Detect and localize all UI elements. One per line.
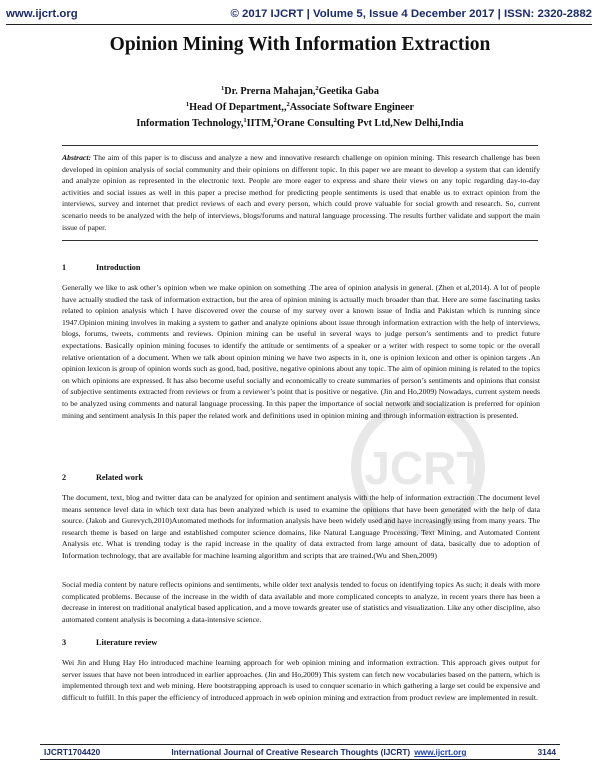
section-title: Literature review [96, 638, 158, 647]
section-heading-introduction [62, 263, 140, 272]
abstract-label: Abstract: [62, 153, 92, 162]
footer-journal [171, 747, 466, 757]
section-heading-related-work [62, 473, 143, 482]
author1-name: Dr. Prerna Mahajan, [224, 86, 316, 97]
author1-sup: 1 [221, 85, 225, 92]
section-heading-literature-review [62, 638, 157, 647]
abstract-bottom-rule [62, 240, 538, 241]
affil1-sup: 1 [243, 117, 247, 124]
author-roles [0, 98, 600, 114]
section-number: 2 [62, 473, 67, 482]
footer-page-number: 3144 [537, 747, 556, 757]
author-names [0, 82, 600, 98]
related-work-paragraph-1: The document, text, blog and twitter data can be analyzed for opinion and sentiment analysis with the help of information extraction .The document level means sentence level data in which text data has been analyzed which is used to examine the opinions that have been generated with the help of data source. (Jakob and Gurevych,2010)Automated methods for information analysis have been widely used and have increasingly using from many years. The research theme is based on large and established computer science domains, like Natural Language Processing, Text Mining, and Automated Content Analysis etc. What is trending today is the rapid increase in the quality of data extracted from large amount of data, basically due to adoption of Information technology, that are available for machine learning algorithm and scripts that are trained.(Wu and Shen,2009) [62, 493, 540, 560]
intro-paragraph: Generally we like to ask other’s opinion when we make opinion on something .The area of opinion analysis in general. (Zhen et al,2014). A lot of people have actually studied the task of information extraction, but the area of opinion mining is actually much broader than that. Here are some fascinating tasks related to opinion analysis which I have discovered over the course of my survey over a known issue of India and Pakistan which is running since 1947.Opinion mining involves in making a system to gather and analyze opinions about issue through information extraction with the help of interviews, blogs, forums, tweets, comments and reviews. Opinion mining can be useful in several ways to judge person’s sentiments and to predict future expectations. Basically opinion mining focuses to identify the attitude or sentiments of a speaker or a writer with respect to some topic or the overall relative orientation of a document. When we talk about opinion mining we have two aspects in it, one is opinion lexicon and other is opinion targets .An opinion lexicon is group of opinion words such as good, bad, positive, negative opinions about any topic. The aim of opinion mining is related to the topics on which opinions are expressed. It has also become useful socially and economically to create summaries of person’s sentiments and opinions that consist of subjective sentiments extracted from reviews or from a reviewer’s point that is positive or negative. (Jin and Ho,2009) Nowadays, current system needs to be analyzed using comments and natural language processing. In this paper the importance of social network and socialization is preferred for opinion mining and sentiment analysis In this paper the related work and definitions used in opinion mining and through information extraction is presented. [62, 283, 540, 420]
journal-header [6, 6, 592, 22]
section-number: 1 [62, 263, 67, 272]
svg-text:IJCRT: IJCRT [351, 442, 485, 494]
section-title: Related work [96, 473, 144, 482]
footer-site-link[interactable]: www.ijcrt.org [414, 747, 467, 757]
paper-title: Opinion Mining With Information Extraction [109, 34, 491, 55]
role1-sup: 1 [185, 101, 190, 108]
affil2-sup: 2 [273, 117, 277, 124]
abstract-top-rule [62, 145, 538, 146]
abstract [62, 152, 540, 233]
author-block [0, 82, 600, 130]
author-affiliations [0, 114, 600, 130]
affiliation-prefix: Information Technology, [136, 118, 244, 129]
affiliation2: Orane Consulting Pvt Ltd,New Delhi,India [276, 118, 464, 129]
author1-role: Head Of Department,, [189, 102, 287, 113]
author2-role: Associate Software Engineer [289, 102, 415, 113]
related-work-paragraph-2: Social media content by nature reflects opinions and sentiments, while older text analysis tended to focus on identifying topics As such; it deals with more complicated problems. Because of the increase in the width of data available and more complicated concepts to analyze, in recent years there has been a decrease in interest on traditional analytical based application, and a move towards greater use of statistics and visualization. Like any other discipline, also automated content analysis is becoming a data-intensive science. [62, 580, 540, 624]
role2-sup: 2 [286, 101, 290, 108]
footer-paper-id: IJCRT1704420 [44, 747, 101, 757]
section-title: Introduction [96, 263, 141, 272]
header-site-link[interactable]: www.ijcrt.org [6, 8, 78, 20]
author2-sup: 2 [315, 85, 319, 92]
affiliation1: IITM, [246, 118, 274, 129]
section-number: 3 [62, 638, 67, 647]
abstract-text: The aim of this paper is to discuss and analyze a new and innovative research challenge on opinion mining. This research challenge has been developed in opinion analysis of social community and their opinions on different topic. In this paper we are meant to develop a system that can identify and analyze opinion as represented in the electronic text. People are more eager to express and share their views on any topic regarding day-to-day activities and social issues as well in this paper a precise method for predicting people sentiments is used that enable us to extract opinion from the interviews, survey and internet that predict reviews of each and every person, which could prove valuable for social growth and research. So, current scenario needs to be analyzed with the help of interviews, blogs/forums and natural language processing. The results further validate and support the main issue of paper. [62, 153, 540, 232]
literature-review-paragraph: Wei Jin and Hung Hay Ho introduced machine learning approach for web opinion mining and information extraction. This approach gives output for server issues that have not been introduced in earlier approaches. (Jin and Ho,2009) This system can fetch new vocabularies based on the pattern, which is implemented through text and web mining. Here bootstrapping approach is used to conquer scenario in which gathering a large set could be expensive and difficult to fulfill. In this paper the efficiency of introduced approach in web opinion mining and extraction from product review are implemented in result. [62, 658, 540, 702]
journal-footer [40, 744, 560, 760]
author2-name: Geetika Gaba [318, 86, 379, 97]
header-rule [6, 24, 592, 25]
header-issue-info: © 2017 IJCRT | Volume 5, Issue 4 December 2017 | ISSN: 2320-2882 [230, 8, 592, 20]
footer-journal-name: International Journal of Creative Research Thoughts (IJCRT) [171, 747, 411, 757]
